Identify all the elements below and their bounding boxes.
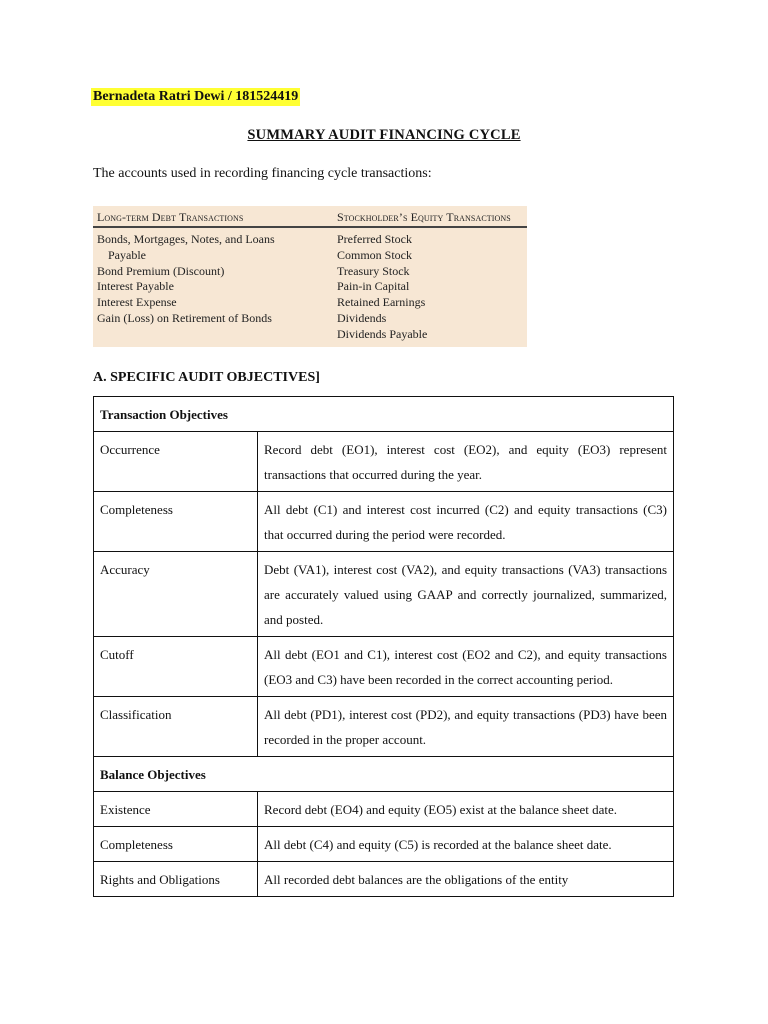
debt-account-item: Payable	[108, 247, 146, 262]
debt-account-item: Interest Expense	[97, 295, 177, 310]
objective-description: All debt (EO1 and C1), interest cost (EO2 and C2), and equity transactions (EO3 and C3) have been recorded in the correct accounting period.	[258, 637, 674, 697]
header-divider	[93, 226, 527, 228]
document-title: SUMMARY AUDIT FINANCING CYCLE	[247, 127, 521, 143]
transaction-objectives-header: Transaction Objectives	[94, 397, 674, 432]
equity-account-item: Common Stock	[337, 247, 413, 262]
equity-account-item: Dividends Payable	[337, 326, 428, 341]
debt-account-item: Gain (Loss) on Retirement of Bonds	[97, 310, 272, 325]
objective-description: All recorded debt balances are the obligations of the entity	[258, 862, 674, 897]
table-row	[94, 792, 674, 827]
objective-description: All debt (C4) and equity (C5) is recorded at the balance sheet date.	[258, 827, 674, 862]
objective-label: Classification	[94, 697, 258, 757]
long-term-debt-header: Long-term Debt Transactions	[97, 210, 244, 224]
debt-account-item: Bond Premium (Discount)	[97, 263, 225, 278]
objective-description: All debt (C1) and interest cost incurred (C2) and equity transactions (C3) that occurred during the period were recorded.	[258, 492, 674, 552]
objective-label: Occurrence	[94, 432, 258, 492]
objective-label: Accuracy	[94, 552, 258, 637]
equity-accounts-list	[337, 232, 427, 343]
equity-account-item: Retained Earnings	[337, 295, 426, 310]
objective-label: Completeness	[94, 827, 258, 862]
objective-label: Cutoff	[94, 637, 258, 697]
equity-account-item: Treasury Stock	[337, 263, 410, 278]
table-row	[94, 397, 674, 432]
objective-label: Completeness	[94, 492, 258, 552]
table-row	[94, 637, 674, 697]
debt-accounts-list	[97, 232, 275, 327]
objective-description: All debt (PD1), interest cost (PD2), and equity transactions (PD3) have been recorded in the proper account.	[258, 697, 674, 757]
author-line: Bernadeta Ratri Dewi / 181524419	[93, 89, 299, 104]
objective-description: Record debt (EO4) and equity (EO5) exist at the balance sheet date.	[258, 792, 674, 827]
objective-label: Rights and Obligations	[94, 862, 258, 897]
accounts-figure	[93, 206, 527, 347]
balance-objectives-header: Balance Objectives	[94, 757, 674, 792]
table-row	[94, 697, 674, 757]
section-heading-a: A. SPECIFIC AUDIT OBJECTIVES]	[93, 370, 320, 385]
debt-account-item: Interest Payable	[97, 279, 174, 294]
stockholders-equity-header: Stockholder’s Equity Transactions	[337, 210, 511, 224]
equity-account-item: Dividends	[337, 310, 387, 325]
table-row	[94, 827, 674, 862]
debt-account-item: Bonds, Mortgages, Notes, and Loans	[97, 232, 275, 246]
intro-text: The accounts used in recording financing cycle transactions:	[93, 166, 432, 181]
table-row	[94, 757, 674, 792]
table-row	[94, 492, 674, 552]
objective-description: Debt (VA1), interest cost (VA2), and equity transactions (VA3) transactions are accurately valued using GAAP and correctly journalized, summarized, and posted.	[258, 552, 674, 637]
equity-account-item: Pain-in Capital	[337, 279, 410, 294]
table-row	[94, 862, 674, 897]
objective-label: Existence	[94, 792, 258, 827]
equity-account-item: Preferred Stock	[337, 232, 412, 246]
audit-objectives-table	[93, 396, 674, 897]
objective-description: Record debt (EO1), interest cost (EO2), and equity (EO3) represent transactions that occurred during the year.	[258, 432, 674, 492]
table-row	[94, 552, 674, 637]
table-row	[94, 432, 674, 492]
